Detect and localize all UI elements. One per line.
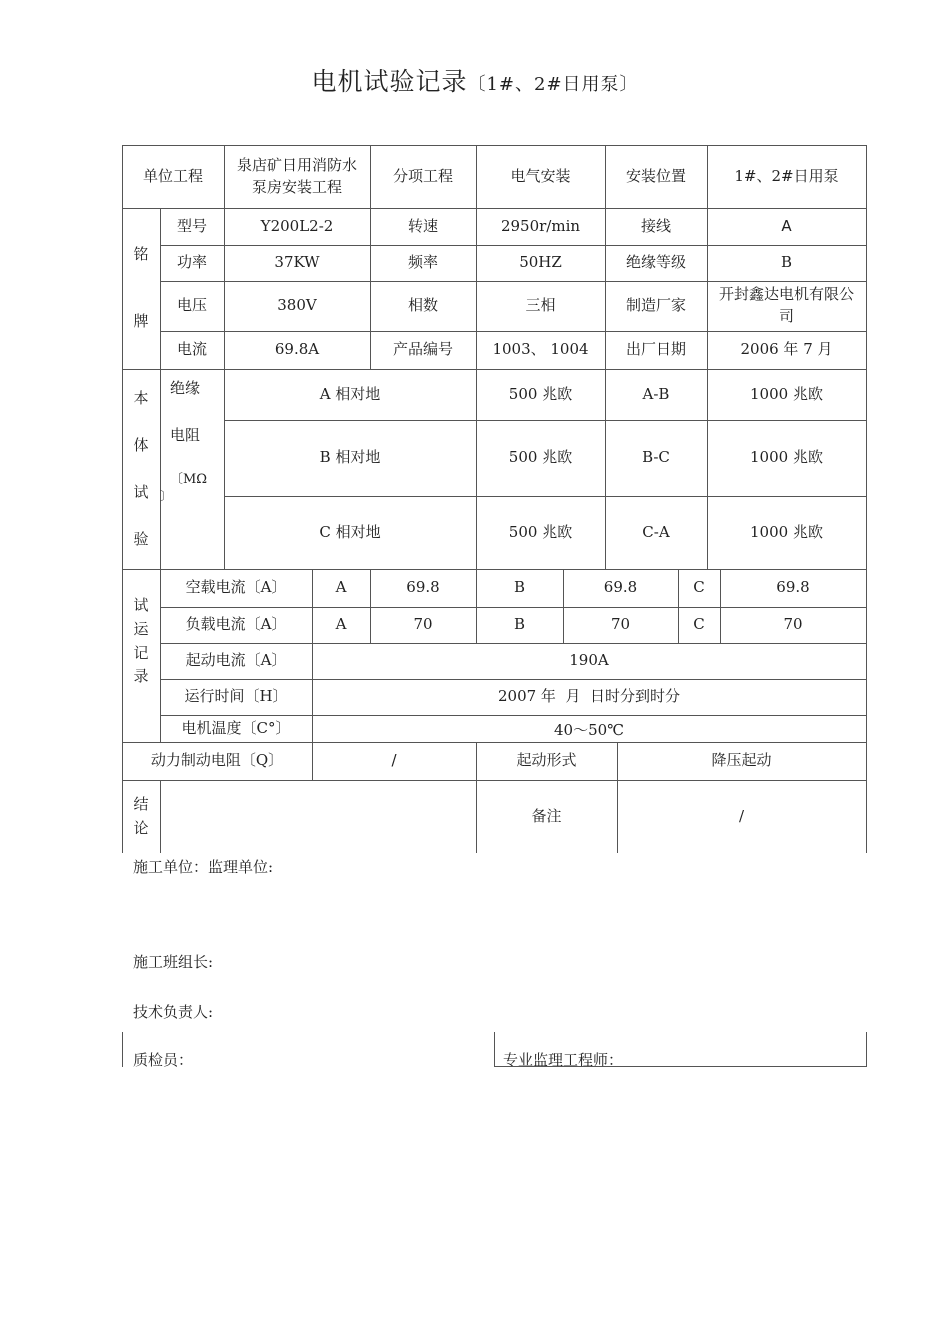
motor-temp-value: 40〜50℃ bbox=[554, 721, 624, 740]
date-value: 2006 年 7 月 bbox=[740, 340, 833, 359]
noload-current-label: 空载电流〔A〕 bbox=[185, 578, 287, 597]
insulation-class-value: B bbox=[780, 253, 793, 272]
brake-resistor-label: 动力制动电阻〔Q〕 bbox=[150, 751, 284, 770]
pair-ab-value: 1000 兆欧 bbox=[750, 384, 823, 403]
wiring-value: A bbox=[781, 216, 792, 235]
remark-label: 备注 bbox=[531, 806, 562, 825]
voltage-label: 电压 bbox=[176, 296, 207, 315]
inspector-line: 质检员： bbox=[133, 1051, 194, 1069]
insulation-class-label: 绝缘等级 bbox=[625, 253, 686, 272]
start-current-label: 起动电流〔A〕 bbox=[185, 651, 287, 670]
page-title bbox=[0, 62, 950, 98]
noload-b-label: B bbox=[513, 578, 526, 597]
footer-mid-border bbox=[494, 1032, 495, 1067]
insulation-label-1: 绝缘 bbox=[170, 379, 201, 397]
unit-project-value: 泉店矿日用消防水泵房安装工程 bbox=[236, 155, 357, 196]
footer-bottom-border bbox=[494, 1066, 866, 1067]
serial-label: 产品编号 bbox=[392, 340, 453, 359]
load-c-value: 70 bbox=[783, 615, 803, 634]
pair-bc-value: 1000 兆欧 bbox=[750, 448, 823, 467]
trial-run-char: 录 bbox=[133, 667, 149, 686]
remark-value: / bbox=[738, 806, 745, 825]
insulation-label-2: 电阻 bbox=[170, 426, 201, 444]
motor-temp-label: 电机温度〔C°〕 bbox=[181, 718, 291, 737]
supervisor-line: 专业监理工程师： bbox=[503, 1051, 624, 1069]
speed-label: 转速 bbox=[407, 216, 438, 235]
phase-c-value: 500 兆欧 bbox=[508, 522, 573, 541]
phase-label: 相数 bbox=[407, 296, 438, 315]
noload-a-value: 69.8 bbox=[406, 578, 440, 597]
noload-a-label: A bbox=[335, 578, 347, 597]
pair-ca-value: 1000 兆欧 bbox=[750, 522, 823, 541]
team-leader-line: 施工班组长: bbox=[133, 953, 214, 971]
start-mode-label: 起动形式 bbox=[516, 751, 577, 770]
load-c-label: C bbox=[693, 615, 705, 634]
insulation-resistance-label bbox=[160, 369, 224, 569]
voltage-value: 380V bbox=[277, 296, 317, 315]
sub-project-value: 电气安装 bbox=[510, 166, 571, 185]
phase-a-label: A 相对地 bbox=[319, 384, 381, 403]
run-time-label: 运行时间〔H〕 bbox=[184, 687, 288, 706]
construction-unit-line: 施工单位：监理单位: bbox=[133, 858, 274, 876]
phase-a-value: 500 兆欧 bbox=[508, 384, 573, 403]
load-current-label: 负载电流〔A〕 bbox=[185, 615, 287, 634]
body-test-char: 体 bbox=[133, 435, 149, 454]
motor-test-table bbox=[122, 145, 866, 853]
phase-b-value: 500 兆欧 bbox=[508, 448, 573, 467]
serial-value: 1003、 1004 bbox=[492, 340, 589, 359]
pair-ca-label: C-A bbox=[642, 522, 670, 541]
body-test-char: 本 bbox=[133, 388, 149, 407]
insulation-label-4: 〕 bbox=[160, 489, 173, 503]
start-mode-value: 降压起动 bbox=[711, 751, 772, 770]
conclusion-char: 论 bbox=[133, 818, 149, 837]
tech-lead-line: 技术负责人: bbox=[133, 1003, 214, 1021]
power-label: 功率 bbox=[176, 253, 207, 272]
body-test-label bbox=[122, 369, 160, 569]
phase-c-label: C 相对地 bbox=[319, 522, 381, 541]
date-label: 出厂日期 bbox=[625, 340, 686, 359]
load-a-value: 70 bbox=[413, 615, 433, 634]
pair-bc-label: B-C bbox=[642, 448, 670, 467]
footer-left-border bbox=[122, 1032, 123, 1067]
unit-project-label: 单位工程 bbox=[142, 166, 203, 185]
maker-value: 开封鑫达电机有限公司 bbox=[718, 285, 854, 325]
noload-c-label: C bbox=[693, 578, 705, 597]
conclusion-label bbox=[122, 780, 160, 853]
trial-run-char: 运 bbox=[133, 619, 149, 638]
start-current-value: 190A bbox=[569, 651, 609, 670]
speed-value: 2950r/min bbox=[500, 216, 581, 235]
body-test-char: 试 bbox=[133, 482, 149, 501]
title-main: 电机试验记录 bbox=[311, 67, 468, 96]
model-label: 型号 bbox=[176, 216, 207, 235]
pair-ab-label: A-B bbox=[642, 384, 670, 403]
trial-run-char: 记 bbox=[133, 643, 149, 662]
power-value: 37KW bbox=[274, 253, 320, 272]
run-time-value: 2007 年 月 日时分到时分 bbox=[497, 687, 680, 706]
load-b-label: B bbox=[513, 615, 526, 634]
maker-label: 制造厂家 bbox=[625, 296, 686, 315]
body-test-char: 验 bbox=[133, 529, 149, 548]
phase-b-label: B 相对地 bbox=[319, 448, 381, 467]
current-value: 69.8A bbox=[274, 340, 320, 359]
footer-right-border bbox=[866, 1032, 867, 1067]
nameplate-label bbox=[122, 208, 160, 369]
load-a-label: A bbox=[335, 615, 347, 634]
wiring-label: 接线 bbox=[640, 216, 671, 235]
trial-run-label bbox=[122, 569, 160, 742]
sub-project-label: 分项工程 bbox=[392, 166, 453, 185]
brake-resistor-value: / bbox=[391, 751, 397, 770]
noload-b-value: 69.8 bbox=[603, 578, 638, 597]
freq-value: 50HZ bbox=[519, 253, 562, 272]
noload-c-value: 69.8 bbox=[776, 578, 810, 597]
nameplate-label-bottom: 牌 bbox=[133, 311, 149, 330]
install-location-value: 1#、2#日用泵 bbox=[734, 166, 839, 185]
freq-label: 频率 bbox=[407, 253, 438, 272]
conclusion-char: 结 bbox=[133, 794, 149, 813]
trial-run-char: 试 bbox=[133, 596, 149, 614]
install-location-label: 安装位置 bbox=[625, 166, 686, 185]
load-b-value: 70 bbox=[610, 615, 631, 634]
phase-value: 三相 bbox=[525, 296, 556, 315]
insulation-label-3: 〔MΩ bbox=[170, 472, 208, 487]
model-value: Y200L2-2 bbox=[260, 216, 334, 235]
title-sub: 〔1#、2#日用泵〕 bbox=[467, 74, 639, 95]
current-label: 电流 bbox=[176, 340, 207, 359]
nameplate-label-top: 铭 bbox=[133, 245, 149, 264]
conclusion-value bbox=[160, 780, 476, 853]
